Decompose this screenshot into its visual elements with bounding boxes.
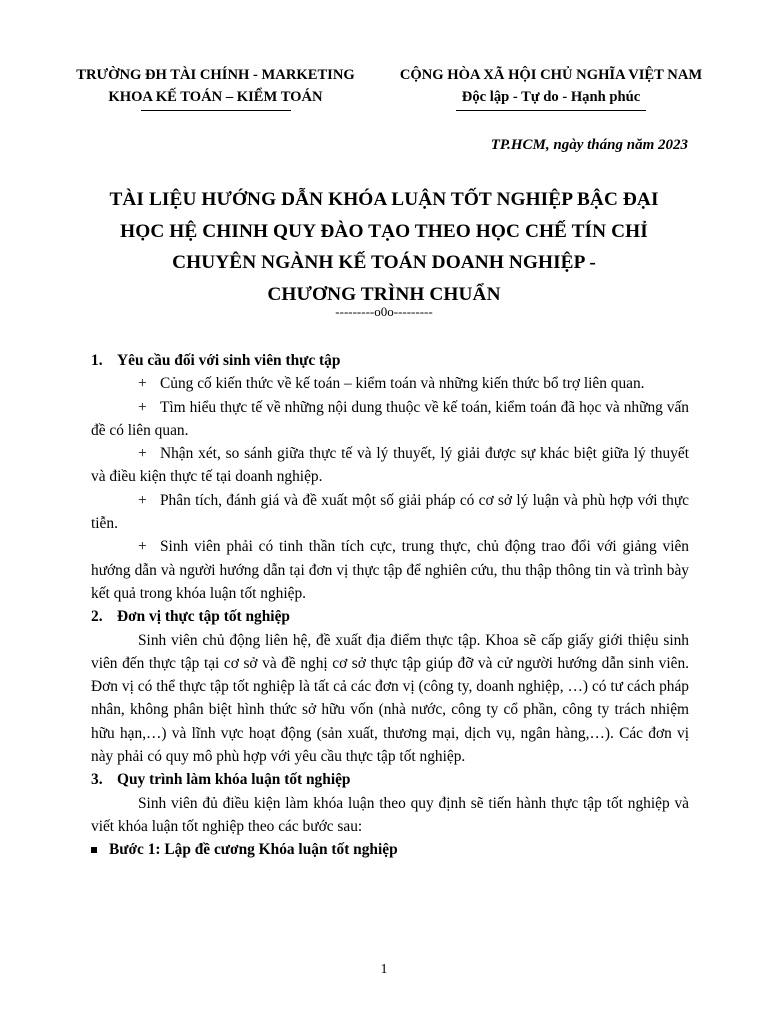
national-title: CỘNG HÒA XÃ HỘI CHỦ NGHĨA VIỆT NAM (399, 67, 703, 83)
section-title: Quy trình làm khóa luận tốt nghiệp (117, 771, 351, 789)
section-title: Yêu cầu đối với sinh viên thực tập (117, 352, 341, 369)
title-line: CHUYÊN NGÀNH KẾ TOÁN DOANH NGHIỆP - (172, 252, 596, 273)
national-motto: Độc lập - Tự do - Hạnh phúc (461, 89, 641, 105)
plus-bullet-icon: + (138, 445, 147, 463)
list-item (91, 372, 689, 395)
national-header (383, 64, 719, 111)
section-heading-1 (91, 349, 689, 372)
section-number: 1. (91, 352, 103, 369)
list-item (91, 489, 689, 536)
step-title: Bước 1: Lập đề cương Khóa luận tốt nghiệp (109, 841, 398, 859)
list-item-text: Nhận xét, so sánh giữa thực tế và lý thuyết, lý giải được sự khác biệt giữa lý thuyết và điều kiện thực tế tại doanh nghiệp. (91, 445, 689, 486)
list-item (91, 535, 689, 605)
plus-bullet-icon: + (138, 398, 147, 416)
section-number: 3. (91, 771, 103, 789)
title-line: CHƯƠNG TRÌNH CHUẨN (267, 283, 501, 305)
title-line: TÀI LIỆU HƯỚNG DẪN KHÓA LUẬN TỐT NGHIỆP BẬC ĐẠI (109, 189, 659, 210)
document-title (90, 184, 678, 310)
document-date: TP.HCM, ngày tháng năm 2023 (490, 137, 688, 153)
document-body (91, 349, 689, 862)
section-3-paragraph: Sinh viên đủ điều kiện làm khóa luận theo quy định sẽ tiến hành thực tập tốt nghiệp và viết khóa luận tốt nghiệp theo các bước sau: (91, 794, 689, 835)
plus-bullet-icon: + (138, 538, 147, 556)
faculty-name: KHOA KẾ TOÁN – KIỂM TOÁN (108, 89, 323, 105)
title-line: HỌC HỆ CHINH QUY ĐÀO TẠO THEO HỌC CHẾ TÍN CHỈ (120, 220, 648, 242)
list-item (91, 396, 689, 443)
page-number: 1 (380, 962, 388, 977)
section-title: Đơn vị thực tập tốt nghiệp (117, 608, 290, 626)
header-right-rule (456, 110, 646, 111)
section-number: 2. (91, 608, 103, 626)
title-separator: ---------o0o--------- (335, 304, 433, 319)
list-item-text: Củng cố kiến thức về kế toán – kiểm toán và những kiến thức bổ trợ liên quan. (160, 375, 645, 393)
list-item-text: Tìm hiểu thực tế về những nội dung thuộc về kế toán, kiểm toán đã học và những vấn đề có liên quan. (91, 398, 689, 439)
list-item-text: Sinh viên phải có tinh thần tích cực, trung thực, chủ động trao đổi với giảng viên hướng dẫn và người hướng dẫn tại đơn vị thực tập để nghiên cứu, thu thập thông tin và trình bày kết quả trong khóa luận tốt nghiệp. (91, 538, 689, 602)
plus-bullet-icon: + (138, 491, 147, 509)
section-heading-2 (91, 605, 689, 628)
list-item (91, 442, 689, 489)
header-left-rule (141, 110, 291, 111)
step-heading (91, 838, 689, 861)
square-bullet-icon (91, 847, 97, 853)
section-heading-3 (91, 768, 689, 791)
plus-bullet-icon: + (138, 375, 147, 393)
section-2-paragraph: Sinh viên chủ động liên hệ, đề xuất địa điểm thực tập. Khoa sẽ cấp giấy giới thiệu sinh viên đến thực tập tại cơ sở và đề nghị cơ sở thực tập giúp đỡ và cử người hướng dẫn sinh viên. Đơn vị có thể thực tập tốt nghiệp là tất cả các đơn vị (công ty, doanh nghiệp, …) có tư cách pháp nhân, không phân biệt hình thức sở hữu vốn (nhà nước, công ty cổ phần, công ty trách nhiệm hữu hạn,…) và lĩnh vực hoạt động (sản xuất, thương mại, dịch vụ, ngân hàng,…). Các đơn vị này phải có quy mô phù hợp với yêu cầu thực tập tốt nghiệp. (91, 631, 689, 766)
list-item-text: Phân tích, đánh giá và đề xuất một số giải pháp có cơ sở lý luận và phù hợp với thực tiễn. (91, 491, 689, 533)
university-name: TRƯỜNG ĐH TÀI CHÍNH - MARKETING (76, 67, 355, 83)
issuer-header (48, 64, 383, 111)
